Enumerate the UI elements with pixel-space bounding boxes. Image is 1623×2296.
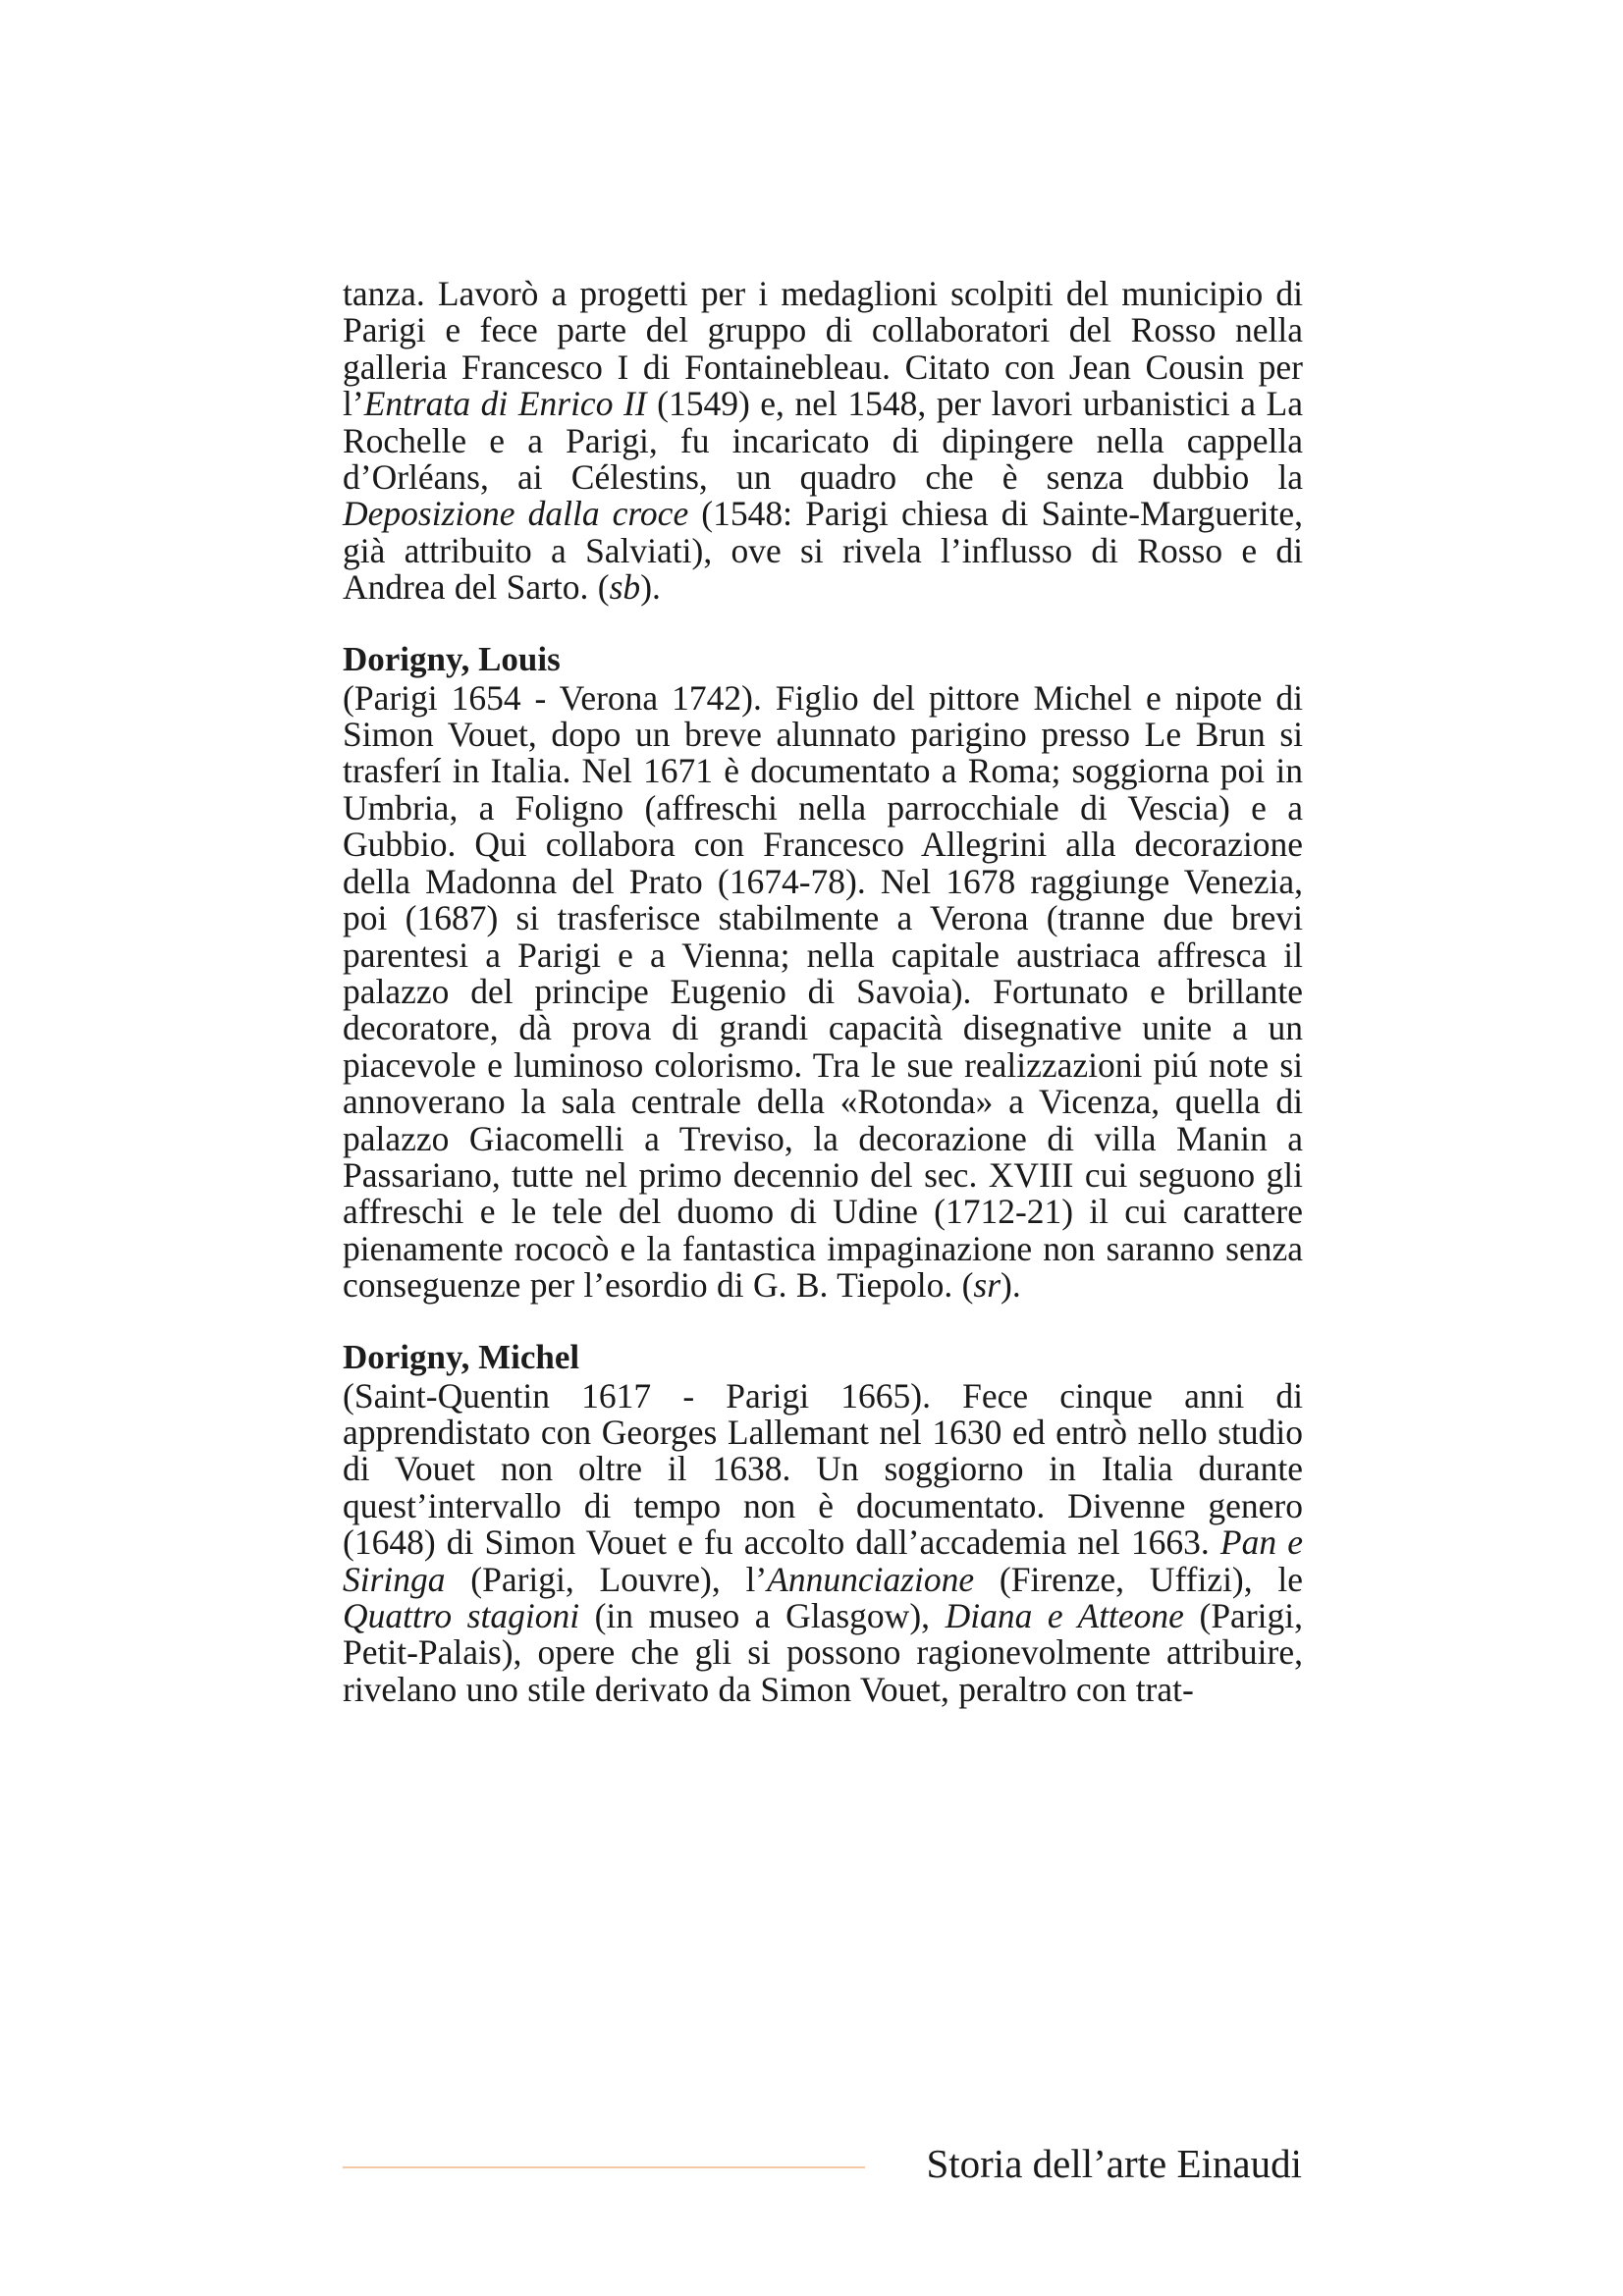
italic-text-run: sb: [609, 567, 641, 608]
italic-text-run: Quattro stagioni: [343, 1596, 580, 1635]
text-run: ).: [640, 567, 661, 608]
footer-publication-title: Storia dell’arte Einaudi: [926, 2141, 1302, 2186]
text-run: (Firenze, Uffizi), le: [974, 1559, 1303, 1599]
text-run: (Parigi, Louvre), l’: [445, 1559, 768, 1599]
text-run: (Saint-Quentin 1617 - Parigi 1665). Fece cinque anni di apprendistato con Georges Lallemant nel 1630 ed entrò nello studio di Vouet non oltre il 1638. Un soggiorno in Italia durante quest’intervallo di tempo non è documentato. Divenne genero (1648) di Simon Vouet e fu accolto dall’accademia nel 1663.: [343, 1375, 1303, 1563]
entry-title-louis-dorigny: Dorigny, Louis: [343, 639, 561, 678]
entry-continuation-paragraph: [343, 276, 1303, 607]
text-run: (1548: Parigi chiesa di Sainte-Marguerite, già attribuito a Salviati), ove si rivela l’influsso di Rosso e di Andrea del Sarto. (: [343, 494, 1303, 608]
text-run: (in museo a Glasgow),: [579, 1596, 946, 1635]
italic-text-run: Annunciazione: [767, 1559, 975, 1599]
italic-text-run: Entrata di Enrico II: [363, 384, 647, 424]
text-run: tanza. Lavorò a progetti per i medaglioni scolpiti del municipio di Parigi e fece parte del gruppo di collaboratori del Rosso nella galleria Francesco I di Fontainebleau. Citato con Jean Cousin per l’: [343, 274, 1303, 424]
text-run: (Parigi, Petit-Palais), opere che gli si possono ragionevolmente attribuire, rivelano uno stile derivato da Simon Vouet, peraltro con trat-: [343, 1596, 1303, 1709]
entry-paragraph-louis-dorigny: [343, 677, 1303, 1306]
footer-divider: [343, 2166, 865, 2168]
text-run: (Parigi 1654 - Verona 1742). Figlio del pittore Michel e nipote di Simon Vouet, dopo un breve alunnato parigino presso Le Brun si trasferí in Italia. Nel 1671 è documentato a Roma; soggiorna poi in Umbria, a Foligno (affreschi nella parrocchiale di Vescia) e a Gubbio. Qui collabora con Francesco Allegrini alla decorazione della Madonna del Prato (1674-78). Nel 1678 raggiunge Venezia, poi (1687) si trasferisce stabilmente a Verona (tranne due brevi parentesi a Parigi e a Vienna; nella capitale austriaca affresca il palazzo del principe Eugenio di Savoia). Fortunato e brillante decoratore, dà prova di grandi capacità disegnative unite a un piacevole e luminoso colorismo. Tra le sue realizzazioni piú note si annoverano la sala centrale della «Rotonda» a Vicenza, quella di palazzo Giacomelli a Treviso, la decorazione di villa Manin a Passariano, tutte nel primo decennio del sec. XVIII cui seguono gli affreschi e le tele del duomo di Udine (1712-21) il cui carattere pienamente rococò e la fantastica impaginazione non saranno senza conseguenze per l’esordio di G. B. Tiepolo. (: [343, 677, 1303, 1306]
text-column: [343, 276, 1303, 1708]
italic-text-run: Pan e Siringa: [343, 1522, 1303, 1599]
italic-text-run: Diana e Atteone: [945, 1596, 1184, 1635]
text-run: ).: [1001, 1265, 1021, 1306]
italic-text-run: Deposizione dalla croce: [343, 494, 689, 534]
entry-title-michel-dorigny: Dorigny, Michel: [343, 1337, 580, 1376]
entry-paragraph-michel-dorigny: [343, 1375, 1303, 1709]
italic-text-run: sr: [973, 1265, 1001, 1306]
text-run: (1549) e, nel 1548, per lavori urbanistici a La Rochelle e a Parigi, fu incaricato di dipingere nella cappella d’Orléans, ai Célestins, un quadro che è senza dubbio la: [343, 384, 1303, 498]
